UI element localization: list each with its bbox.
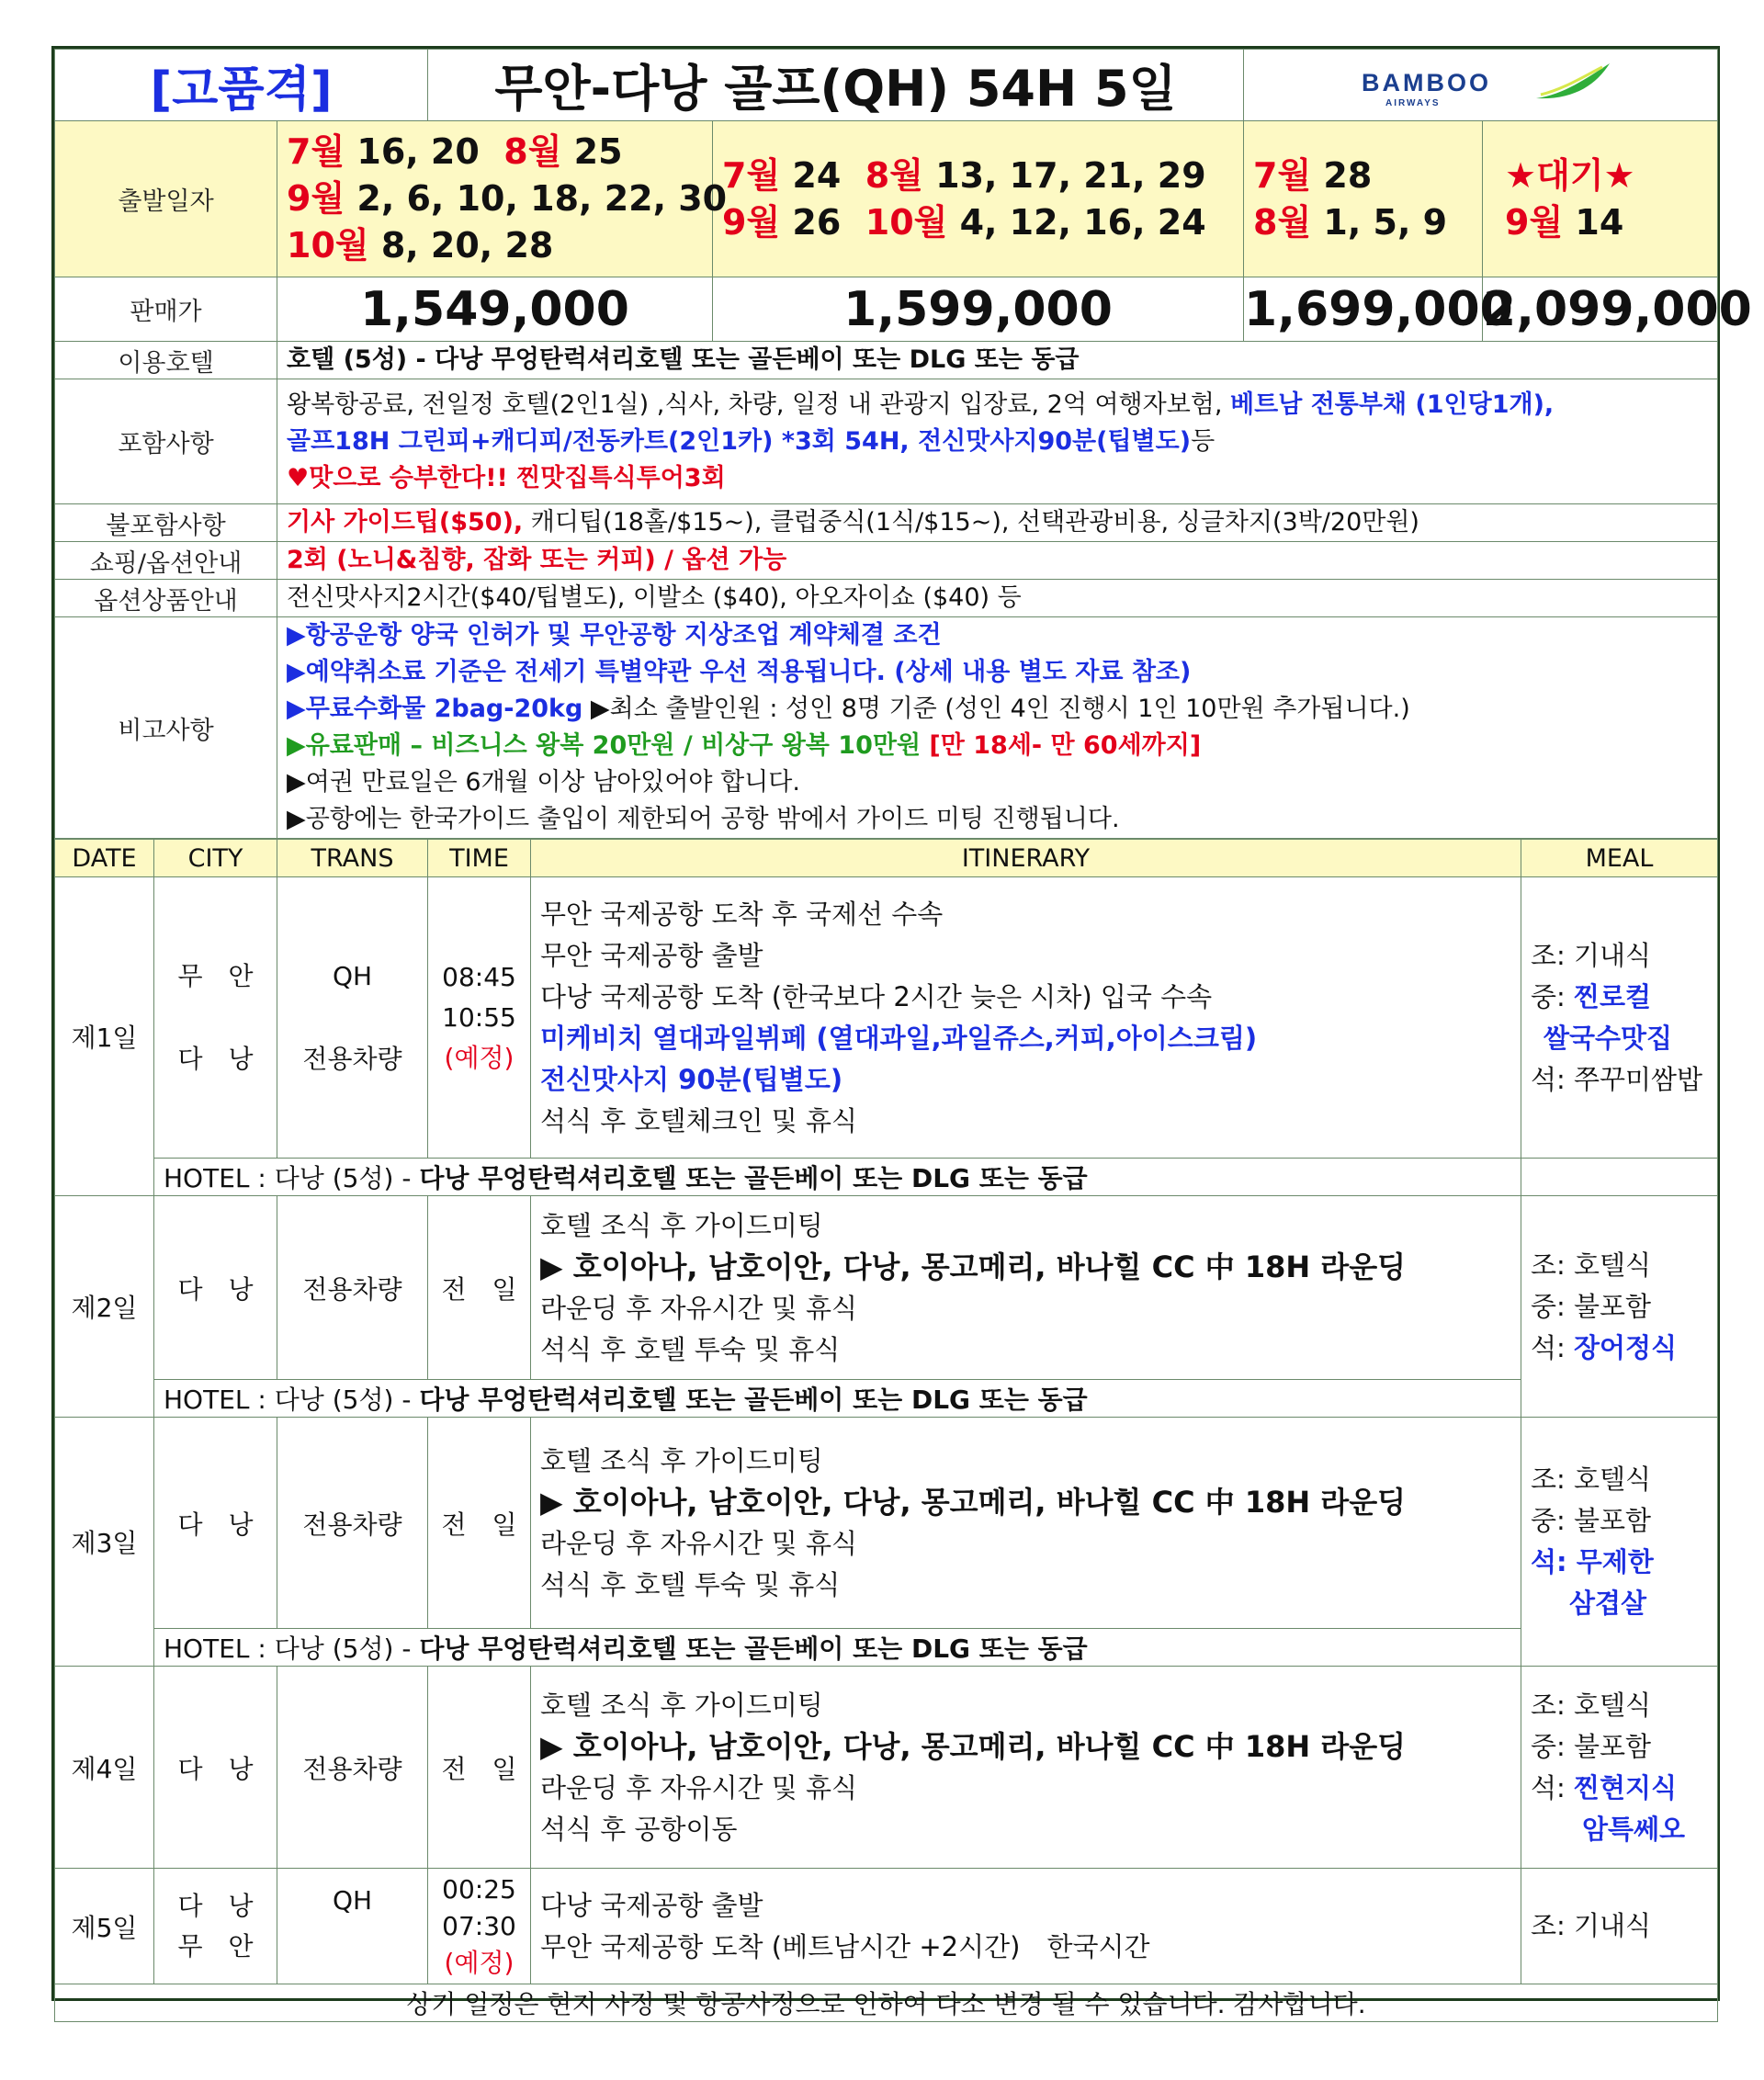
day2-time: 전 일 <box>428 1196 531 1380</box>
header-tag: [고품격] <box>55 50 428 121</box>
excludes-label: 불포함사항 <box>55 504 277 542</box>
day3-itinerary: 호텔 조식 후 가이드미팅 ▶ 호이아나, 남호이안, 다낭, 몽고메리, 바나힐 CC 中 18H 라운딩 라운딩 후 자유시간 및 휴식 석식 후 호텔 투숙 및 휴식 <box>531 1418 1521 1629</box>
price-2: 1,599,000 <box>713 277 1244 342</box>
remarks-label: 비고사항 <box>55 617 277 839</box>
day1-itinerary: 무안 국제공항 도착 후 국제선 수속 무안 국제공항 출발 다낭 국제공항 도착 (한국보다 2시간 늦은 시차) 입국 수속 미케비치 열대과일뷔페 (열대과일,과일쥬스,커피,아이스크림) 전신맛사지 90분(팁별도) 석식 후 호텔체크인 및 휴식 <box>531 877 1521 1159</box>
bamboo-airways-logo <box>1343 58 1619 113</box>
day2-trans: 전용차량 <box>277 1196 428 1380</box>
day3-date: 제3일 <box>55 1418 154 1667</box>
day5-date: 제5일 <box>55 1869 154 1984</box>
day5-trans: QH <box>277 1869 428 1984</box>
day2-city: 다 낭 <box>154 1196 277 1380</box>
logo-brand: BAMBOO <box>1361 68 1491 96</box>
includes-label: 포함사항 <box>55 379 277 504</box>
day3-hotel: HOTEL : 다낭 (5성) - 다낭 무엉탄럭셔리호텔 또는 골든베이 또는 DLG 또는 동급 <box>154 1629 1521 1667</box>
summary-table <box>54 49 1752 839</box>
departure-line: 7월 16, 20 8월 25 <box>287 131 623 172</box>
departure-line: 9월 2, 6, 10, 18, 22, 30 <box>287 178 728 219</box>
col-city: CITY <box>154 840 277 877</box>
day4-itinerary: 호텔 조식 후 가이드미팅 ▶ 호이아나, 남호이안, 다낭, 몽고메리, 바나힐 CC 中 18H 라운딩 라운딩 후 자유시간 및 휴식 석식 후 공항이동 <box>531 1667 1521 1869</box>
departure-line: 7월 28 <box>1253 154 1373 196</box>
day1-meal: 조: 기내식 중: 찐로컬 쌀국수맛집 석: 쭈꾸미쌈밥 <box>1521 877 1718 1159</box>
day5-time: 00:25 07:30 (예정) <box>428 1869 531 1984</box>
itinerary-sheet <box>51 46 1752 2019</box>
shopping-text: 2회 (노니&침향, 잡화 또는 커피) / 옵션 가능 <box>277 542 1718 580</box>
departure-line: 9월 26 10월 4, 12, 16, 24 <box>722 201 1206 243</box>
day3-time: 전 일 <box>428 1418 531 1629</box>
departure-line: 10월 8, 20, 28 <box>287 225 554 266</box>
day3-city: 다 낭 <box>154 1418 277 1629</box>
options-text: 전신맛사지2시간($40/팁별도), 이발소 ($40), 아오자이쇼 ($40) 등 <box>277 580 1718 617</box>
day1-city: 무 안 다 낭 <box>154 877 277 1159</box>
col-trans: TRANS <box>277 840 428 877</box>
day4-city: 다 낭 <box>154 1667 277 1869</box>
day4-time: 전 일 <box>428 1667 531 1869</box>
col-date: DATE <box>55 840 154 877</box>
price-3: 1,699,000 <box>1244 277 1483 342</box>
footer-note: 상기 일정은 현지 사정 및 항공사정으로 인하여 다소 변경 될 수 있습니다. 감사합니다. <box>55 1984 1718 2022</box>
includes-text: 왕복항공료, 전일정 호텔(2인1실) ,식사, 차량, 일정 내 관광지 입장료, 2억 여행자보험, 베트남 전통부채 (1인당1개), 골프18H 그린피+캐디피/전동카트(2인1카) *3회 54H, 전신맛사지90분(팁별도)등 ♥맛으로 승부한다!! 찐맛집특식투어3회 <box>277 379 1718 504</box>
logo-sub: AIRWAYS <box>1385 97 1441 108</box>
day2-itinerary: 호텔 조식 후 가이드미팅 ▶ 호이아나, 남호이안, 다낭, 몽고메리, 바나힐 CC 中 18H 라운딩 라운딩 후 자유시간 및 휴식 석식 후 호텔 투숙 및 휴식 <box>531 1196 1521 1380</box>
departure-line: ★대기★ <box>1505 154 1635 196</box>
departure-label: 출발일자 <box>55 121 277 277</box>
remarks-text: ▶항공운항 양국 인허가 및 무안공항 지상조업 계약체결 조건 ▶예약취소료 기준은 전세기 특별약관 우선 적용됩니다. (상세 내용 별도 자료 참조) ▶무료수화물 2bag-20kg ▶최소 출발인원 : 성인 8명 기준 (성인 4인 진행시 1인 10만원 추가됩니다.) ▶유료판매 – 비즈니스 왕복 20만원 / 비상구 왕복 10만원 [만 18세- 만 60세까지] ▶여권 만료일은 6개월 이상 남아있어야 합니다. ▶공항에는 한국가이드 출입이 제한되어 공항 밖에서 가이드 미팅 진행됩니다. <box>277 617 1718 839</box>
price-label: 판매가 <box>55 277 277 342</box>
page-title: 무안-다낭 골프(QH) 54H 5일 <box>428 50 1244 121</box>
price-4: 2,099,000 <box>1483 277 1718 342</box>
day1-trans: QH 전용차량 <box>277 877 428 1159</box>
day3-trans: 전용차량 <box>277 1418 428 1629</box>
airline-logo <box>1244 50 1718 121</box>
day2-hotel: HOTEL : 다낭 (5성) - 다낭 무엉탄럭셔리호텔 또는 골든베이 또는 DLG 또는 동급 <box>154 1380 1521 1418</box>
excludes-text: 기사 가이드팁($50), 캐디팁(18홀/$15~), 클럽중식(1식/$15~), 선택관광비용, 싱글차지(3박/20만원) <box>277 504 1718 542</box>
day5-itinerary: 다낭 국제공항 출발 무안 국제공항 도착 (베트남시간 +2시간) 한국시간 <box>531 1869 1521 1984</box>
price-1: 1,549,000 <box>277 277 713 342</box>
hotel-text: 호텔 (5성) - 다낭 무엉탄럭셔리호텔 또는 골든베이 또는 DLG 또는 동급 <box>277 342 1718 379</box>
day1-hotel: HOTEL : 다낭 (5성) - 다낭 무엉탄럭셔리호텔 또는 골든베이 또는 DLG 또는 동급 <box>154 1159 1521 1196</box>
departure-group-2 <box>713 121 1244 277</box>
hotel-label: 이용호텔 <box>55 342 277 379</box>
day5-city: 다 낭 무 안 <box>154 1869 277 1984</box>
departure-group-1 <box>277 121 728 277</box>
day5-meal: 조: 기내식 <box>1521 1869 1718 1984</box>
departure-group-3 <box>1244 121 1483 277</box>
departure-line: 8월 1, 5, 9 <box>1253 201 1448 243</box>
col-itinerary: ITINERARY <box>531 840 1521 877</box>
departure-line: 7월 24 8월 13, 17, 21, 29 <box>722 154 1206 196</box>
col-meal: MEAL <box>1521 840 1718 877</box>
day4-trans: 전용차량 <box>277 1667 428 1869</box>
day1-date: 제1일 <box>55 877 154 1196</box>
departure-line: 9월 14 <box>1505 201 1624 243</box>
day2-date: 제2일 <box>55 1196 154 1418</box>
day1-time: 08:45 10:55 (예정) <box>428 877 531 1159</box>
itinerary-table <box>54 839 1718 2022</box>
day4-date: 제4일 <box>55 1667 154 1869</box>
options-label: 옵션상품안내 <box>55 580 277 617</box>
day4-meal: 조: 호텔식 중: 불포함 석: 찐현지식 암특쎄오 <box>1521 1667 1718 1869</box>
col-time: TIME <box>428 840 531 877</box>
departure-group-4 <box>1483 121 1718 277</box>
shopping-label: 쇼핑/옵션안내 <box>55 542 277 580</box>
day2-meal: 조: 호텔식 중: 불포함 석: 장어정식 <box>1521 1196 1718 1418</box>
day3-meal: 조: 호텔식 중: 불포함 석: 무제한 삼겹살 <box>1521 1418 1718 1667</box>
heart-icon: ♥ <box>287 463 310 492</box>
